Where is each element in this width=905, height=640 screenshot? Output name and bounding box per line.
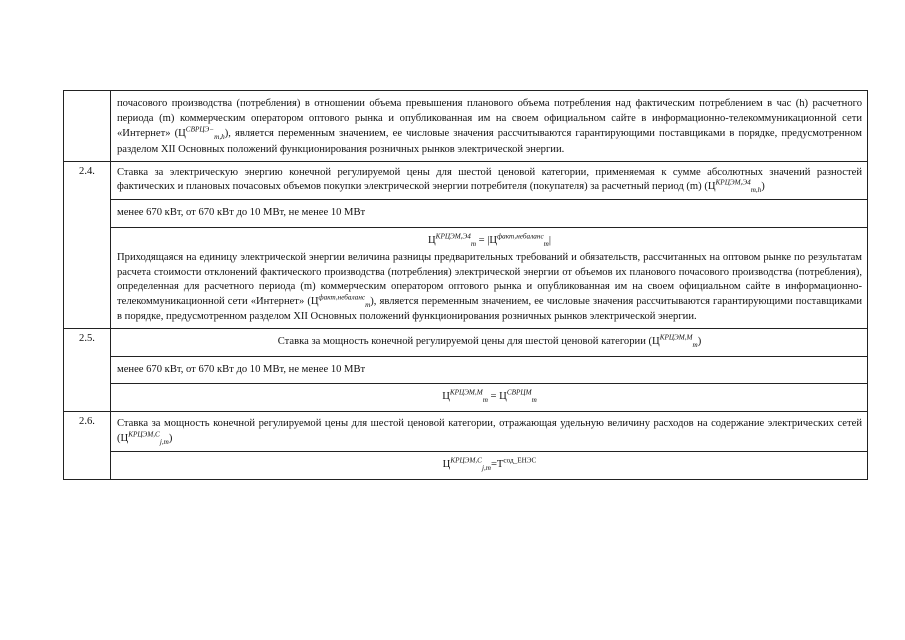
price-symbol: $^{СВРЦЭ-}_{m,h}$ xyxy=(185,125,225,142)
power-range: менее 670 кВт, от 670 кВт до 10 МВт, не менее 10 МВт xyxy=(111,356,868,384)
table-row xyxy=(64,452,868,480)
row-number: 2.4. xyxy=(64,161,111,328)
table-row xyxy=(64,411,868,451)
table-row xyxy=(64,200,868,228)
price-symbol: $^{КРЦЭМ,Э4}_{m,h}$ xyxy=(715,178,762,195)
tariff-table xyxy=(63,90,868,480)
row-title: Ставка за мощность конечной регулируемой цены для шестой ценовой категории $(Ц^{КРЦЭМ,М}_m)$ xyxy=(111,329,868,357)
row-title: Ставка за электрическую энергию конечной регулируемой цены для шестой ценовой категории, применяемая к сумме абсолютных значений разностей фактических и плановых почасовых объемов покупки электрической энергии потребителя (покупателя) за расчетный период (m) $(Ц^{КРЦЭМ,Э4}_{m,h})$ xyxy=(111,161,868,199)
formula: $Ц^{КРЦЭМ,С}_{j,m}=T^{сод\_ЕНЭС}$ xyxy=(111,452,868,480)
table-row xyxy=(64,227,868,329)
price-symbol: $^{КРЦЭМ,М}_m$ xyxy=(659,333,698,350)
formula-and-description xyxy=(111,227,868,329)
table-row xyxy=(64,356,868,384)
formula: $Ц^{КРЦЭМ,Э4}_m = |Ц^{факт,небаланс}_m|$ xyxy=(428,232,551,248)
row-number: 2.5. xyxy=(64,329,111,412)
table-row xyxy=(64,329,868,357)
row-number xyxy=(64,91,111,162)
table-row xyxy=(64,384,868,412)
price-symbol: $^{факт,небаланс}_m$ xyxy=(318,293,371,310)
table-row xyxy=(64,91,868,162)
text-part: почасового производства (потребления) в отношении объема превышения планового объема потребления над фактическим потреблением в час (h) расчетного периода (m) коммерческим оператором оптового рынка и опубликованная им на своем официальном сайте в информационно-телекоммуникационной сети «Интернет» (Ц xyxy=(117,98,862,140)
row-number: 2.6. xyxy=(64,411,111,479)
formula: $Ц^{КРЦЭМ,М}_m = Ц^{СВРЦМ}_m$ xyxy=(111,384,868,412)
power-range: менее 670 кВт, от 670 кВт до 10 МВт, не менее 10 МВт xyxy=(111,200,868,228)
table-row xyxy=(64,161,868,199)
row-title: Ставка за мощность конечной регулируемой цены для шестой ценовой категории, отражающая удельную величину расходов на содержание электрических сетей $(Ц^{КРЦЭМ,С}_{j,m})$ xyxy=(111,411,868,451)
text-part: ), является переменным значением, ее числовые значения рассчитываются гарантирующими поставщиками в порядке, предусмотренном разделом XII Основных положений функционирования розничных рынков электрической энергии. xyxy=(117,128,862,155)
row-text xyxy=(111,91,868,162)
price-symbol: $^{КРЦЭМ,С}_{j,m}$ xyxy=(128,430,169,446)
description: Приходящаяся на единицу электрической энергии величина разницы предварительных требований и обязательств, рассчитанных на оптовом рынке по результатам расчета стоимости отклонений фактического производства (потребления) электрической энергии от объемов их планового почасового производства (потребления), определенная для расчетного периода (m) коммерческим оператором оптового рынка и опубликованная им на своем официальном сайте в информационно-телекоммуникационной сети «Интернет» $(Ц^{факт,небаланс}_m)$, является переменным значением, ее числовые значения рассчитываются гарантирующими поставщиками в порядке, предусмотренном разделом XII Основных положений функционирования розничных рынков электрической энергии. xyxy=(117,252,862,322)
